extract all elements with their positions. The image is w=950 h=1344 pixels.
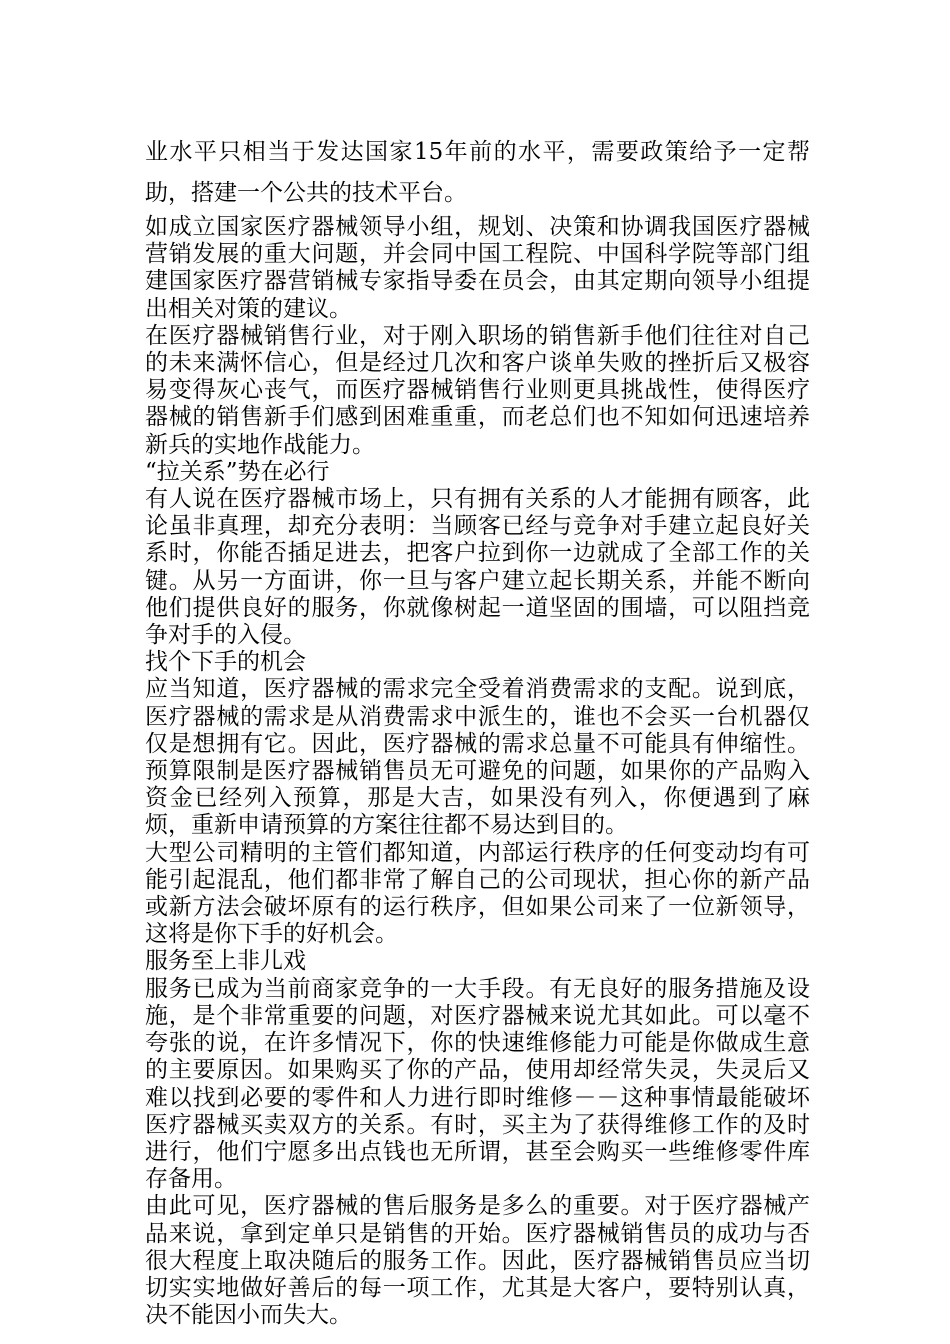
section-heading-service: 服务至上非儿戏 [145,948,306,975]
paragraph-leadership-group: 如成立国家医疗器械领导小组，规划、决策和协调我国医疗器械营销发展的重大问题，并会同中国工程院、中国科学院等部门组建国家医疗器营销械专家指导委在员会，由其定期向领导小组提出相关对策的建议。 [145,214,810,322]
paragraph-relationships: 有人说在医疗器械市场上，只有拥有关系的人才能拥有顾客，此论虽非真理，却充分表明：当顾客已经与竞争对手建立起良好关系时，你能否插足进去，把客户拉到你一边就成了全部工作的关键。从另一方面讲，你一旦与客户建立起长期关系，并能不断向他们提供良好的服务，你就像树起一道坚固的围墙，可以阻挡竞争对手的入侵。 [145,486,810,649]
paragraph-new-leadership: 大型公司精明的主管们都知道，内部运行秩序的任何变动均有可能引起混乱，他们都非常了解自己的公司现状，担心你的新产品或新方法会破坏原有的运行秩序，但如果公司来了一位新领导，这将是你下手的好机会。 [145,839,810,948]
paragraph-sales-newcomers: 在医疗器械销售行业，对于刚入职场的销售新手他们往往对自己的未来满怀信心，但是经过几次和客户谈单失败的挫折后又极容易变得灰心丧气，而医疗器械销售行业则更具挑战性，使得医疗器械的销售新手们感到困难重重，而老总们也不知如何迅速培养新兵的实地作战能力。 [145,322,810,458]
section-heading-relationships: “拉关系”势在必行 [145,458,330,485]
section-heading-opportunity: 找个下手的机会 [145,649,306,676]
paragraph-demand-budget: 应当知道，医疗器械的需求完全受着消费需求的支配。说到底，医疗器械的需求是从消费需求中派生的，谁也不会买一台机器仅仅是想拥有它。因此，医疗器械的需求总量不可能具有伸缩性。预算限制是医疗器械销售员无可避免的问题，如果你的产品购入资金已经列入预算，那是大吉，如果没有列入，你便遇到了麻烦，重新申请预算的方案往往都不易达到目的。 [145,676,810,839]
paragraph-policy-support: 业水平只相当于发达国家15年前的水平，需要政策给予一定帮助，搭建一个公共的技术平台。 [145,139,810,206]
paragraph-after-sales: 由此可见，医疗器械的售后服务是多么的重要。对于医疗器械产品来说，拿到定单只是销售的开始。医疗器械销售员的成功与否很大程度上取决随后的服务工作。因此，医疗器械销售员应当切切实实地做好善后的每一项工作，尤其是大客户，要特别认真，决不能因小而失大。 [145,1193,810,1329]
document-body [145,132,810,1329]
paragraph-service-competition: 服务已成为当前商家竞争的一大手段。有无良好的服务措施及设施，是个非常重要的问题，对医疗器械来说尤其如此。可以毫不夸张的说，在许多情况下，你的快速维修能力可能是你做成生意的主要原因。如果购买了你的产品，使用却经常失灵，失灵后又难以找到必要的零件和人力进行即时维修－－这种事情最能破坏医疗器械买卖双方的关系。有时，买主为了获得维修工作的及时进行，他们宁愿多出点钱也无所谓，甚至会购买一些维修零件库存备用。 [145,975,810,1193]
